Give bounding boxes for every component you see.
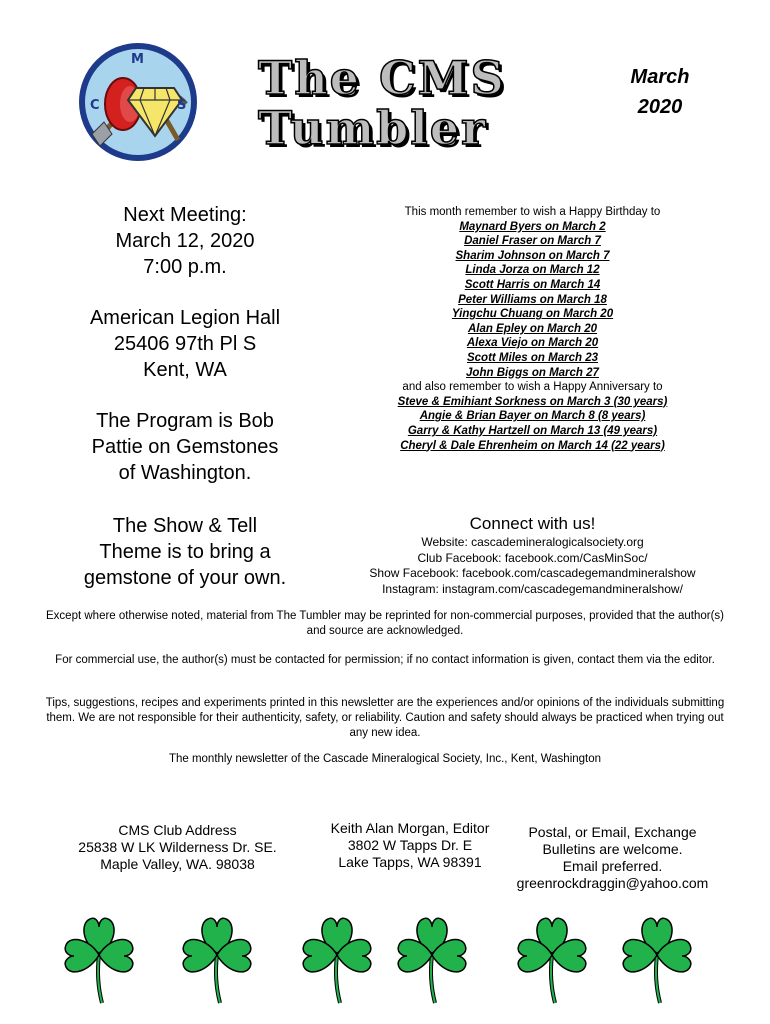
masthead-title-line2: Tumbler bbox=[258, 101, 488, 155]
venue-street: 25406 97th Pl S bbox=[113, 333, 257, 355]
club-address-line: CMS Club Address bbox=[118, 822, 237, 838]
anniversary-item: Steve & Emihiant Sorkness on March 3 (30 years) bbox=[397, 395, 668, 408]
birthday-item: Scott Miles on March 23 bbox=[466, 351, 598, 364]
website-link[interactable]: Website: cascademineralogicalsociety.org bbox=[421, 535, 644, 549]
club-address-line: 25838 W LK Wilderness Dr. SE. bbox=[78, 839, 277, 855]
club-facebook-link[interactable]: Club Facebook: facebook.com/CasMinSoc/ bbox=[417, 550, 648, 565]
birthday-item: Scott Harris on March 14 bbox=[464, 278, 601, 291]
logo-letter-c: C bbox=[90, 98, 100, 113]
shamrock-icon bbox=[395, 905, 470, 1005]
show-tell-line: The Show & Tell bbox=[112, 515, 258, 537]
birthday-item: Alexa Viejo on March 20 bbox=[466, 337, 599, 350]
commercial-use-notice: For commercial use, the author(s) must be contacted for permission; if no contact information is given, contact them via the editor. bbox=[55, 654, 715, 666]
shamrock-icon bbox=[180, 905, 255, 1005]
disclaimer-notice: Tips, suggestions, recipes and experiments printed in this newsletter are the experiences and/or opinions of the individuals submitting them. We are not responsible for their authenticity, safety, or reliability. Caution and safety should always be practiced when trying out any new idea. bbox=[45, 697, 725, 739]
club-address-line: Maple Valley, WA. 98038 bbox=[100, 856, 255, 872]
birthday-item: Alan Epley on March 20 bbox=[467, 322, 598, 335]
instagram-link[interactable]: Instagram: instagram.com/cascadegemandmineralshow/ bbox=[382, 581, 683, 596]
program-line: Pattie on Gemstones bbox=[91, 436, 279, 458]
anniversary-intro: and also remember to wish a Happy Anniversary to bbox=[402, 381, 663, 394]
birthday-item: Peter Williams on March 18 bbox=[458, 293, 607, 306]
issue-year: 2020 bbox=[637, 96, 683, 118]
cms-logo bbox=[78, 42, 198, 162]
next-meeting bbox=[60, 202, 310, 280]
show-facebook-link[interactable]: Show Facebook: facebook.com/cascadegemandmineralshow bbox=[369, 566, 696, 580]
birthday-item: John Biggs on March 27 bbox=[466, 366, 599, 379]
issue-date bbox=[620, 62, 700, 122]
connect-heading: Connect with us! bbox=[469, 514, 596, 533]
shamrock-icon bbox=[620, 905, 695, 1005]
program-line: of Washington. bbox=[118, 462, 252, 484]
connect-section bbox=[365, 513, 700, 597]
meeting-date: March 12, 2020 bbox=[115, 230, 255, 252]
exchange-line: Email preferred. bbox=[562, 858, 663, 874]
birthday-item: Linda Jorza on March 12 bbox=[465, 264, 600, 277]
editor-line: Lake Tapps, WA 98391 bbox=[338, 854, 482, 870]
reprint-notice: Except where otherwise noted, material from The Tumbler may be reprinted for non-commercial purposes, provided that the author(s) and source are acknowledged. bbox=[46, 610, 724, 637]
exchange-line: Postal, or Email, Exchange bbox=[528, 824, 697, 840]
show-tell-line: Theme is to bring a bbox=[99, 541, 271, 563]
shamrock-icon bbox=[515, 905, 590, 1005]
birthday-item: Yingchu Chuang on March 20 bbox=[451, 308, 614, 321]
birthday-intro: This month remember to wish a Happy Birthday to bbox=[404, 206, 661, 218]
venue-name: American Legion Hall bbox=[89, 307, 281, 329]
publisher-notice: The monthly newsletter of the Cascade Mineralogical Society, Inc., Kent, Washington bbox=[168, 753, 602, 765]
program-info bbox=[60, 408, 310, 486]
show-and-tell bbox=[60, 513, 310, 591]
program-line: The Program is Bob bbox=[96, 410, 274, 432]
birthday-item: Daniel Fraser on March 7 bbox=[464, 235, 601, 248]
anniversary-item: Cheryl & Dale Ehrenheim on March 14 (22 years) bbox=[400, 439, 665, 452]
birthdays-section bbox=[365, 205, 700, 453]
show-tell-line: gemstone of your own. bbox=[83, 567, 287, 589]
masthead-title-line1: The CMS bbox=[258, 51, 506, 105]
venue-city: Kent, WA bbox=[143, 359, 227, 381]
meeting-time: 7:00 p.m. bbox=[143, 256, 227, 278]
editor-line: Keith Alan Morgan, Editor bbox=[330, 820, 490, 836]
logo-letter-s: S bbox=[177, 98, 187, 113]
editor-email-link[interactable]: greenrockdraggin@yahoo.com bbox=[516, 875, 709, 891]
editor-line: 3802 W Tapps Dr. E bbox=[347, 837, 473, 853]
anniversary-item: Garry & Kathy Hartzell on March 13 (49 years) bbox=[407, 424, 658, 437]
shamrock-icon bbox=[62, 905, 137, 1005]
logo-letter-m: M bbox=[131, 52, 144, 67]
exchange-line: Bulletins are welcome. bbox=[542, 841, 683, 857]
shamrock-icon bbox=[300, 905, 375, 1005]
exchange-info bbox=[500, 824, 725, 892]
birthday-item: Maynard Byers on March 2 bbox=[459, 220, 606, 233]
editor-address bbox=[310, 820, 510, 871]
issue-month: March bbox=[630, 66, 690, 88]
anniversary-item: Angie & Brian Bayer on March 8 (8 years) bbox=[419, 410, 646, 423]
club-address bbox=[55, 822, 300, 873]
birthday-item: Sharim Johnson on March 7 bbox=[455, 249, 610, 262]
meeting-label: Next Meeting: bbox=[123, 204, 247, 226]
meeting-location bbox=[60, 305, 310, 383]
